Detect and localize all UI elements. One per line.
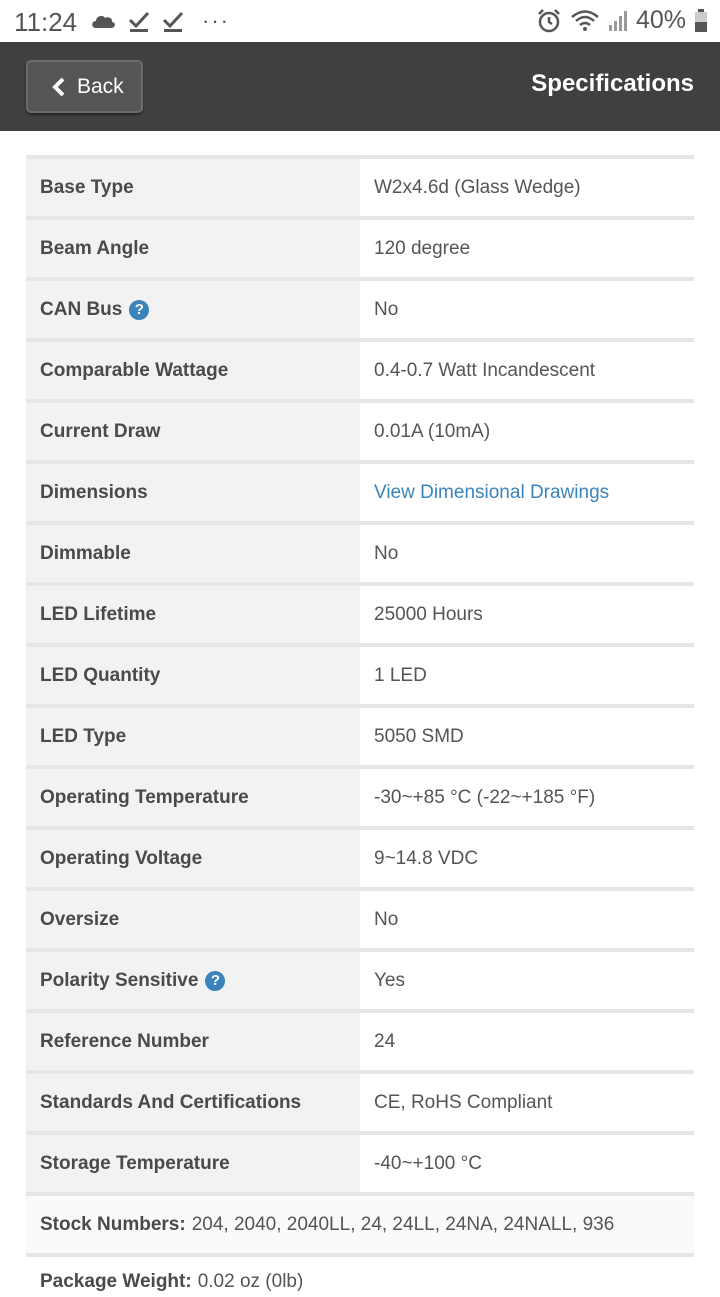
package-weight-label: Package Weight: <box>40 1271 192 1292</box>
spec-value: W2x4.6d (Glass Wedge) <box>360 159 694 216</box>
spec-row <box>26 159 694 220</box>
spec-row <box>26 342 694 403</box>
spec-label-text: LED Type <box>40 725 127 747</box>
spec-label <box>26 464 360 521</box>
spec-label <box>26 708 360 765</box>
spec-label <box>26 1135 360 1192</box>
spec-row <box>26 708 694 769</box>
spec-row <box>26 403 694 464</box>
back-button-label: Back <box>77 74 124 98</box>
spec-label <box>26 281 360 338</box>
spec-value: No <box>360 281 694 338</box>
spec-row <box>26 952 694 1013</box>
spec-label-text: Operating Voltage <box>40 847 203 869</box>
spec-row <box>26 769 694 830</box>
spec-row <box>26 1135 694 1196</box>
system-icons <box>536 6 708 35</box>
spec-table <box>26 155 694 1297</box>
status-bar <box>0 0 720 42</box>
spec-row <box>26 464 694 525</box>
spec-label <box>26 1013 360 1070</box>
spec-value: Yes <box>360 952 694 1009</box>
spec-label-text: Reference Number <box>40 1030 209 1052</box>
spec-label <box>26 525 360 582</box>
spec-label-text: Comparable Wattage <box>40 359 229 381</box>
signal-icon <box>608 9 628 33</box>
spec-label-text: Storage Temperature <box>40 1152 230 1174</box>
help-icon[interactable]: ? <box>129 300 149 320</box>
stock-numbers-value: 204, 2040, 2040LL, 24, 24LL, 24NA, 24NALL, 936 <box>191 1213 615 1235</box>
spec-label <box>26 952 360 1009</box>
spec-label-text: Base Type <box>40 176 134 198</box>
spec-row <box>26 830 694 891</box>
spec-label-text: Standards And Certifications <box>40 1091 302 1113</box>
spec-label <box>26 403 360 460</box>
spec-row <box>26 1074 694 1135</box>
alarm-icon <box>536 8 562 34</box>
battery-percent: 40% <box>635 6 686 34</box>
spec-row <box>26 525 694 586</box>
spec-row <box>26 281 694 342</box>
wifi-icon <box>570 9 600 33</box>
spec-label-text: Oversize <box>40 908 120 930</box>
more-notifications-icon: ··· <box>202 8 230 33</box>
spec-label <box>26 647 360 704</box>
battery-icon <box>694 9 708 33</box>
spec-value: CE, RoHS Compliant <box>360 1074 694 1131</box>
status-time: 11:24 <box>14 7 78 37</box>
spec-value: 9~14.8 VDC <box>360 830 694 887</box>
spec-value: -40~+100 °C <box>360 1135 694 1192</box>
spec-value: No <box>360 525 694 582</box>
spec-label <box>26 891 360 948</box>
spec-label-text: Operating Temperature <box>40 786 249 808</box>
spec-label-text: CAN Bus <box>40 298 123 320</box>
spec-label-text: LED Quantity <box>40 664 161 686</box>
spec-row <box>26 220 694 281</box>
chevron-left-icon <box>50 77 68 97</box>
spec-label <box>26 342 360 399</box>
spec-label-text: LED Lifetime <box>40 603 157 625</box>
spec-value: 0.4-0.7 Watt Incandescent <box>360 342 694 399</box>
page-title: Specifications <box>531 70 694 97</box>
spec-value: 0.01A (10mA) <box>360 403 694 460</box>
spec-label-text: Dimensions <box>40 481 148 503</box>
spec-row <box>26 586 694 647</box>
spec-label-text: Dimmable <box>40 542 131 564</box>
notification-icons <box>90 8 230 34</box>
spec-value: -30~+85 °C (-22~+185 °F) <box>360 769 694 826</box>
back-button[interactable] <box>26 60 143 113</box>
spec-row <box>26 891 694 952</box>
stock-numbers-row <box>26 1196 694 1257</box>
app-header <box>0 42 720 131</box>
spec-label <box>26 769 360 826</box>
stock-numbers-label: Stock Numbers: <box>40 1213 186 1235</box>
spec-label <box>26 220 360 277</box>
spec-label <box>26 830 360 887</box>
spec-value: 1 LED <box>360 647 694 704</box>
spec-value: 25000 Hours <box>360 586 694 643</box>
spec-row <box>26 1013 694 1074</box>
check-icon <box>162 10 184 32</box>
check-icon <box>128 10 150 32</box>
dimensional-drawings-link[interactable]: View Dimensional Drawings <box>360 464 694 521</box>
package-weight-value: 0.02 oz (0lb) <box>197 1271 304 1292</box>
spec-value: 5050 SMD <box>360 708 694 765</box>
spec-label-text: Polarity Sensitive <box>40 969 199 991</box>
spec-row <box>26 647 694 708</box>
spec-label-text: Beam Angle <box>40 237 150 259</box>
spec-label <box>26 159 360 216</box>
help-icon[interactable]: ? <box>205 971 225 991</box>
spec-label <box>26 1074 360 1131</box>
spec-value: 120 degree <box>360 220 694 277</box>
spec-value: 24 <box>360 1013 694 1070</box>
spec-value: No <box>360 891 694 948</box>
cloud-icon <box>90 12 116 30</box>
spec-label-text: Current Draw <box>40 420 161 442</box>
package-weight-row <box>26 1257 694 1297</box>
spec-label <box>26 586 360 643</box>
